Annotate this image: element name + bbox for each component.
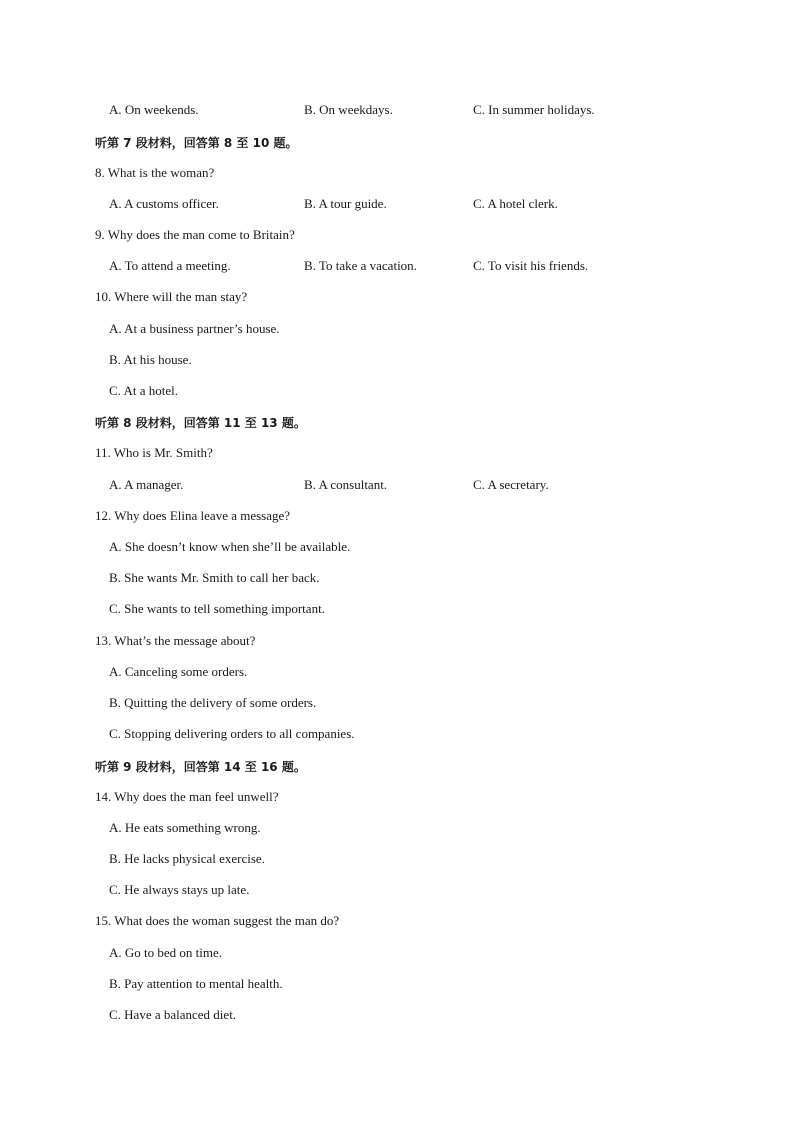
q9-question: 9. Why does the man come to Britain? (95, 227, 295, 242)
q10-option-a: A. At a business partner’s house. (109, 321, 280, 336)
q9-option-b: B. To take a vacation. (304, 258, 417, 273)
q14-option-a: A. He eats something wrong. (109, 820, 261, 835)
q8-option-b: B. A tour guide. (304, 196, 387, 211)
q14-option-c: C. He always stays up late. (109, 882, 250, 897)
q11-question: 11. Who is Mr. Smith? (95, 445, 213, 460)
q8-option-a: A. A customs officer. (109, 196, 219, 211)
q15-option-b: B. Pay attention to mental health. (109, 976, 283, 991)
q9-option-c: C. To visit his friends. (473, 258, 589, 273)
q11-option-b: B. A consultant. (304, 477, 388, 492)
q13-option-b: B. Quitting the delivery of some orders. (109, 695, 317, 710)
q7-option-a: A. On weekends. (109, 102, 199, 117)
q14-question: 14. Why does the man feel unwell? (95, 789, 279, 804)
q12-option-a: A. She doesn’t know when she’ll be available. (109, 539, 351, 554)
q15-option-a: A. Go to bed on time. (109, 945, 223, 960)
q7-option-b: B. On weekdays. (304, 102, 393, 117)
q11-option-c: C. A secretary. (473, 477, 549, 492)
q7-option-c: C. In summer holidays. (473, 102, 595, 117)
section-9-instruction: 听第 9 段材料，回答第 14 至 16 题。 (95, 760, 306, 774)
q12-option-b: B. She wants Mr. Smith to call her back. (109, 570, 320, 585)
q8-option-c: C. A hotel clerk. (473, 196, 558, 211)
q12-option-c: C. She wants to tell something important. (109, 601, 325, 616)
section-7-instruction: 听第 7 段材料，回答第 8 至 10 题。 (95, 136, 298, 150)
q15-option-c: C. Have a balanced diet. (109, 1007, 237, 1022)
q10-question: 10. Where will the man stay? (95, 289, 248, 304)
q13-question: 13. What’s the message about? (95, 633, 256, 648)
q11-option-a: A. A manager. (109, 477, 184, 492)
q14-option-b: B. He lacks physical exercise. (109, 851, 265, 866)
q15-question: 15. What does the woman suggest the man do? (95, 913, 340, 928)
q8-question: 8. What is the woman? (95, 165, 215, 180)
q13-option-c: C. Stopping delivering orders to all companies. (109, 726, 355, 741)
q10-option-c: C. At a hotel. (109, 383, 178, 398)
q12-question: 12. Why does Elina leave a message? (95, 508, 291, 523)
q10-option-b: B. At his house. (109, 352, 192, 367)
section-8-instruction: 听第 8 段材料，回答第 11 至 13 题。 (95, 416, 306, 430)
q13-option-a: A. Canceling some orders. (109, 664, 248, 679)
q9-option-a: A. To attend a meeting. (109, 258, 231, 273)
